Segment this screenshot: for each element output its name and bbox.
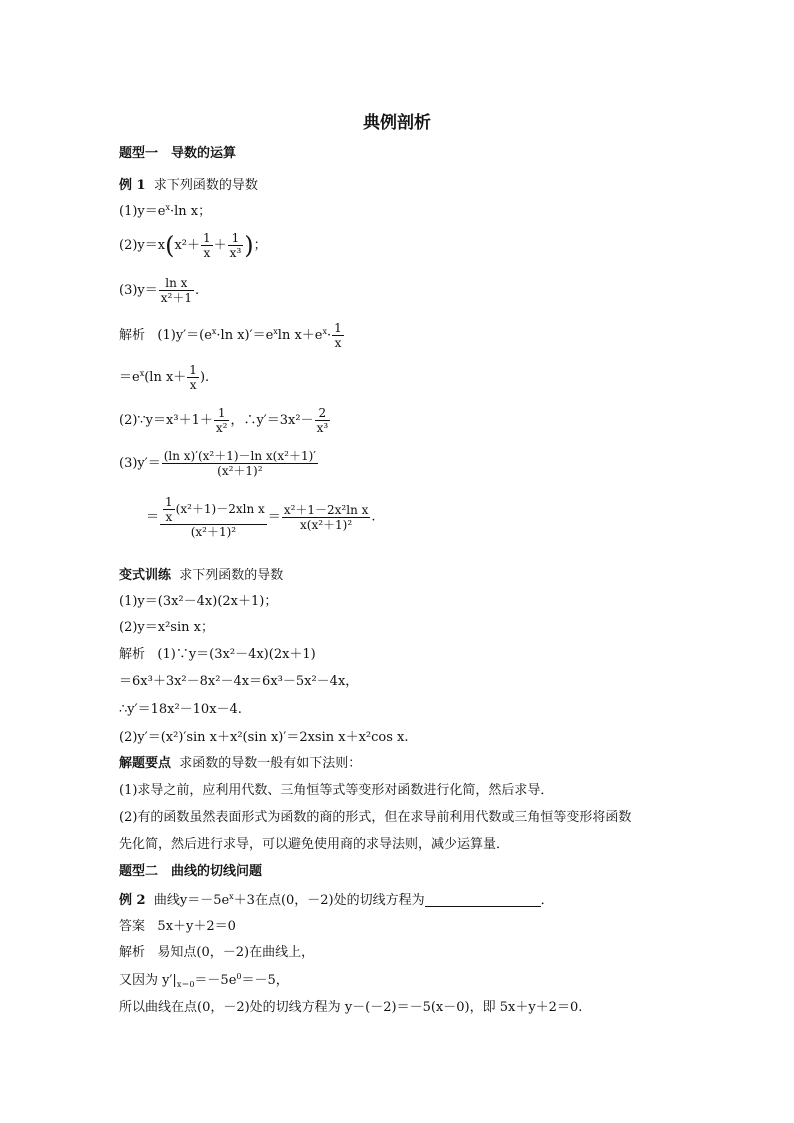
solution1: 解析 $(1)y'=(e^x\cdot\ln$ $x)'=e^x\ln$ $x+e^x\cdot$ $\frac{1}{x}$ xyxy=(119,321,342,350)
variant-q1: (1)y＝(3x²－4x)(2x＋1)； xyxy=(119,594,278,609)
page-title: 典例剖析 xyxy=(363,113,431,133)
key-points-heading: 解题要点 求函数的导数一般有如下法则： xyxy=(119,756,362,771)
key-point-2b: 先化简，然后进行求导，可以避免使用商的求导法则，减少运算量． xyxy=(119,837,510,852)
q2: (2)y＝x(x²＋ $\frac{1}{x}$ ＋ $\frac{1}{\text{x³}}$ )； xyxy=(119,231,267,260)
example1 xyxy=(119,179,258,192)
q1: $(1)y=e^x\cdot\ln$ x； xyxy=(119,203,212,219)
section1-heading: 题型一 导数的运算 xyxy=(119,146,237,161)
answer-blank xyxy=(425,894,541,907)
key-point-2a: (2)有的函数虽然表面形式为函数的商的形式，但在求导前利用代数或三角恒等变形将函数 xyxy=(119,810,632,825)
variant-heading: 变式训练 求下列函数的导数 xyxy=(119,568,284,583)
example2-solution2: 又因为 $y'|_{x=0}=-5e^0=-5$， xyxy=(119,972,289,989)
example1-label: 例 1 xyxy=(119,178,146,193)
variant-solution-line4: (2)y′＝(x²)′sin x＋x²(sin x)′＝2xsin x＋x²cos x. xyxy=(119,730,409,745)
example2-solution3: 所以曲线在点(0，－2)处的切线方程为 y－(－2)＝－5(x－0)，即 5x＋y＋2＝0. xyxy=(119,1000,583,1015)
variant-solution1: 解析 (1)∵y＝(3x²－4x)(2x＋1) xyxy=(119,647,316,662)
key-point-1: (1)求导之前，应利用代数、三角恒等式等变形对函数进行化简，然后求导． xyxy=(119,783,554,798)
q3: (3)y＝ $\frac{\text{ln x}}{\text{x²＋1}}$ . xyxy=(119,276,200,305)
solution3: (3)y′＝ $\frac{\text{(ln x)′(x²＋1)－ln x(x²＋1)′}}{\text{(x²＋1)²}}$ xyxy=(119,449,316,478)
section2-heading: 题型二 曲线的切线问题 xyxy=(119,864,263,879)
solution3-line2: ＝ $\frac{1}{x}$ (x²＋1)－2xln x (x²＋1)² ＝ $\frac{\text{x²＋1－2x²ln x}}{\text{x(x²＋1)²}}$ . xyxy=(146,495,376,539)
variant-solution-line2: ＝6x³＋3x²－8x²－4x＝6x³－5x²－4x， xyxy=(119,674,359,689)
variant-solution-line3: ∴y′＝18x²－10x－4. xyxy=(119,702,242,717)
variant-q2: (2)y＝x²sin x； xyxy=(119,620,214,635)
solution1-line2: $=e^x(\ln$ x＋ $\frac{1}{x}$ ). xyxy=(119,363,210,392)
example2: 例 2 曲线$y=-5e^x+3$在点(0，－2)处的切线方程为 ． xyxy=(119,892,554,908)
example1-text: 求下列函数的导数 xyxy=(153,178,258,193)
solution2: (2)∵y＝x³＋1＋ $\frac{1}{\text{x²}}$ ，∴y′＝3x²－ $\frac{2}{\text{x³}}$ xyxy=(119,406,329,435)
example2-solution1: 解析 易知点(0，－2)在曲线上， xyxy=(119,945,315,960)
example2-answer: 答案 5x＋y＋2＝0 xyxy=(119,919,236,934)
